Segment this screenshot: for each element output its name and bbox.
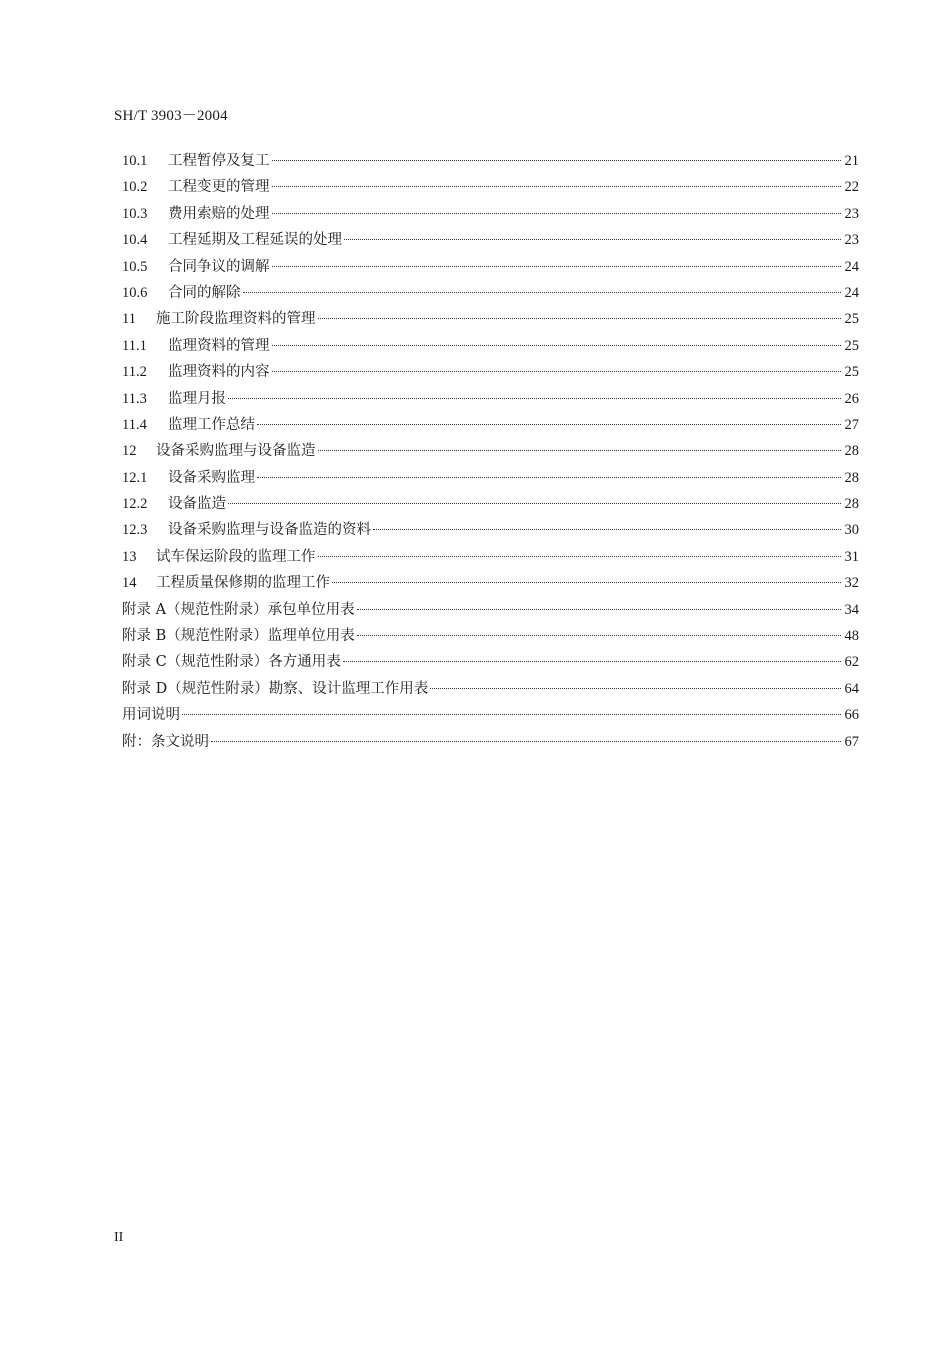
toc-entry[interactable]: [122, 227, 859, 253]
dot-leader: [243, 292, 842, 293]
toc-entry-page: 31: [844, 548, 859, 565]
toc-entry-number: 10.2: [122, 179, 148, 196]
toc-entry[interactable]: [122, 280, 859, 306]
toc-entry-page: 21: [844, 153, 859, 169]
toc-entry-page: 34: [844, 601, 859, 618]
toc-entry-number: 12: [122, 443, 137, 460]
toc-entry-title: 设备采购监理: [168, 469, 255, 486]
toc-entry-number: 11.4: [122, 416, 147, 433]
dot-leader: [357, 635, 841, 636]
toc-entry-number: 11.1: [122, 337, 147, 354]
toc-entry-number: 11.3: [122, 390, 147, 407]
toc-entry-page: 28: [844, 496, 859, 513]
toc-entry-title: 工程质量保修期的监理工作: [156, 575, 330, 592]
toc-entry-title: 设备采购监理与设备监造的资料: [168, 522, 371, 539]
dot-leader: [357, 609, 841, 610]
toc-entry-title: 合同的解除: [168, 284, 241, 301]
toc-entry-page: 23: [844, 205, 859, 222]
toc-entry-title: 用词说明: [122, 707, 180, 724]
toc-entry[interactable]: [122, 438, 859, 464]
toc-entry-number: 10.1: [122, 153, 148, 169]
toc-entry-number: 11.2: [122, 364, 147, 381]
toc-entry-title: 工程延期及工程延误的处理: [168, 232, 342, 249]
toc-entry[interactable]: [122, 676, 859, 702]
toc-entry-title: 附录 B（规范性附录）监理单位用表: [122, 628, 355, 645]
dot-leader: [228, 503, 841, 504]
toc-entry-number: 10.3: [122, 205, 148, 222]
toc-entry[interactable]: [122, 570, 859, 596]
toc-entry[interactable]: [122, 201, 859, 227]
toc-entry[interactable]: [122, 544, 859, 570]
toc-entry-page: 30: [844, 522, 859, 539]
toc-entry-page: 27: [844, 416, 859, 433]
dot-leader: [272, 266, 842, 267]
toc-entry-page: 25: [844, 364, 859, 381]
toc-entry-page: 25: [844, 337, 859, 354]
toc-entry[interactable]: [122, 412, 859, 438]
dot-leader: [257, 424, 841, 425]
toc-entry-title: 附录 A（规范性附录）承包单位用表: [122, 601, 355, 618]
toc-entry-title: 附录 C（规范性附录）各方通用表: [122, 654, 341, 671]
toc-entry-number: 12.2: [122, 496, 148, 513]
toc-entry-page: 62: [844, 654, 859, 671]
toc-entry[interactable]: [122, 517, 859, 543]
dot-leader: [211, 741, 841, 742]
dot-leader: [332, 582, 841, 583]
toc-entry-number: 13: [122, 548, 137, 565]
toc-entry[interactable]: [122, 491, 859, 517]
dot-leader: [318, 318, 842, 319]
standard-code-header: SH/T 3903－2004: [114, 108, 228, 124]
toc-entry-title: 附录 D（规范性附录）勘察、设计监理工作用表: [122, 680, 429, 697]
toc-entry-title: 费用索赔的处理: [168, 205, 270, 222]
toc-entry-page: 28: [844, 443, 859, 460]
toc-entry-title: 附：条文说明: [122, 733, 209, 750]
toc-entry-number: 10.6: [122, 284, 148, 301]
toc-entry-page: 64: [844, 680, 859, 697]
toc-entry-title: 合同争议的调解: [168, 258, 270, 275]
dot-leader: [430, 688, 841, 689]
toc-entry[interactable]: [122, 148, 859, 174]
toc-entry-title: 设备监造: [168, 496, 226, 513]
dot-leader: [272, 213, 842, 214]
toc-entry-page: 25: [844, 311, 859, 328]
toc-entry-title: 监理资料的内容: [168, 364, 270, 381]
toc-entry-number: 11: [122, 311, 136, 328]
toc-entry-title: 施工阶段监理资料的管理: [156, 311, 316, 328]
dot-leader: [272, 371, 842, 372]
dot-leader: [373, 529, 841, 530]
toc-entry-page: 48: [844, 628, 859, 645]
toc-entry[interactable]: [122, 359, 859, 385]
dot-leader: [228, 398, 841, 399]
toc-entry-page: 28: [844, 469, 859, 486]
dot-leader: [343, 661, 841, 662]
toc-entry[interactable]: [122, 702, 859, 728]
toc-entry-number: 10.4: [122, 232, 148, 249]
toc-entry[interactable]: [122, 649, 859, 675]
toc-entry-number: 12.1: [122, 469, 148, 486]
dot-leader: [182, 714, 841, 715]
toc-entry-title: 工程变更的管理: [168, 179, 270, 196]
toc-entry-title: 工程暂停及复工: [168, 153, 270, 169]
toc-entry-title: 试车保运阶段的监理工作: [156, 548, 316, 565]
toc-entry-page: 67: [844, 733, 859, 750]
toc-entry[interactable]: [122, 623, 859, 649]
toc-entry[interactable]: [122, 386, 859, 412]
toc-entry-number: 14: [122, 575, 137, 592]
table-of-contents: [122, 148, 859, 755]
toc-entry-page: 26: [844, 390, 859, 407]
toc-entry[interactable]: [122, 174, 859, 200]
toc-entry[interactable]: [122, 333, 859, 359]
toc-entry[interactable]: [122, 306, 859, 332]
dot-leader: [344, 239, 841, 240]
dot-leader: [272, 345, 842, 346]
toc-entry-page: 22: [844, 179, 859, 196]
toc-entry-page: 23: [844, 232, 859, 249]
dot-leader: [318, 556, 842, 557]
toc-entry-title: 设备采购监理与设备监造: [156, 443, 316, 460]
page-number: II: [114, 1230, 124, 1245]
toc-entry[interactable]: [122, 597, 859, 623]
toc-entry-title: 监理月报: [168, 390, 226, 407]
dot-leader: [272, 186, 842, 187]
toc-entry-title: 监理资料的管理: [168, 337, 270, 354]
toc-entry-page: 24: [844, 258, 859, 275]
toc-entry-page: 32: [844, 575, 859, 592]
toc-entry-page: 24: [844, 284, 859, 301]
dot-leader: [318, 450, 842, 451]
toc-entry[interactable]: [122, 465, 859, 491]
toc-entry[interactable]: [122, 729, 859, 755]
toc-entry-page: 66: [844, 707, 859, 724]
toc-entry-title: 监理工作总结: [168, 416, 255, 433]
toc-entry[interactable]: [122, 254, 859, 280]
dot-leader: [257, 477, 841, 478]
toc-entry-number: 12.3: [122, 522, 148, 539]
toc-entry-number: 10.5: [122, 258, 148, 275]
dot-leader: [272, 160, 842, 161]
